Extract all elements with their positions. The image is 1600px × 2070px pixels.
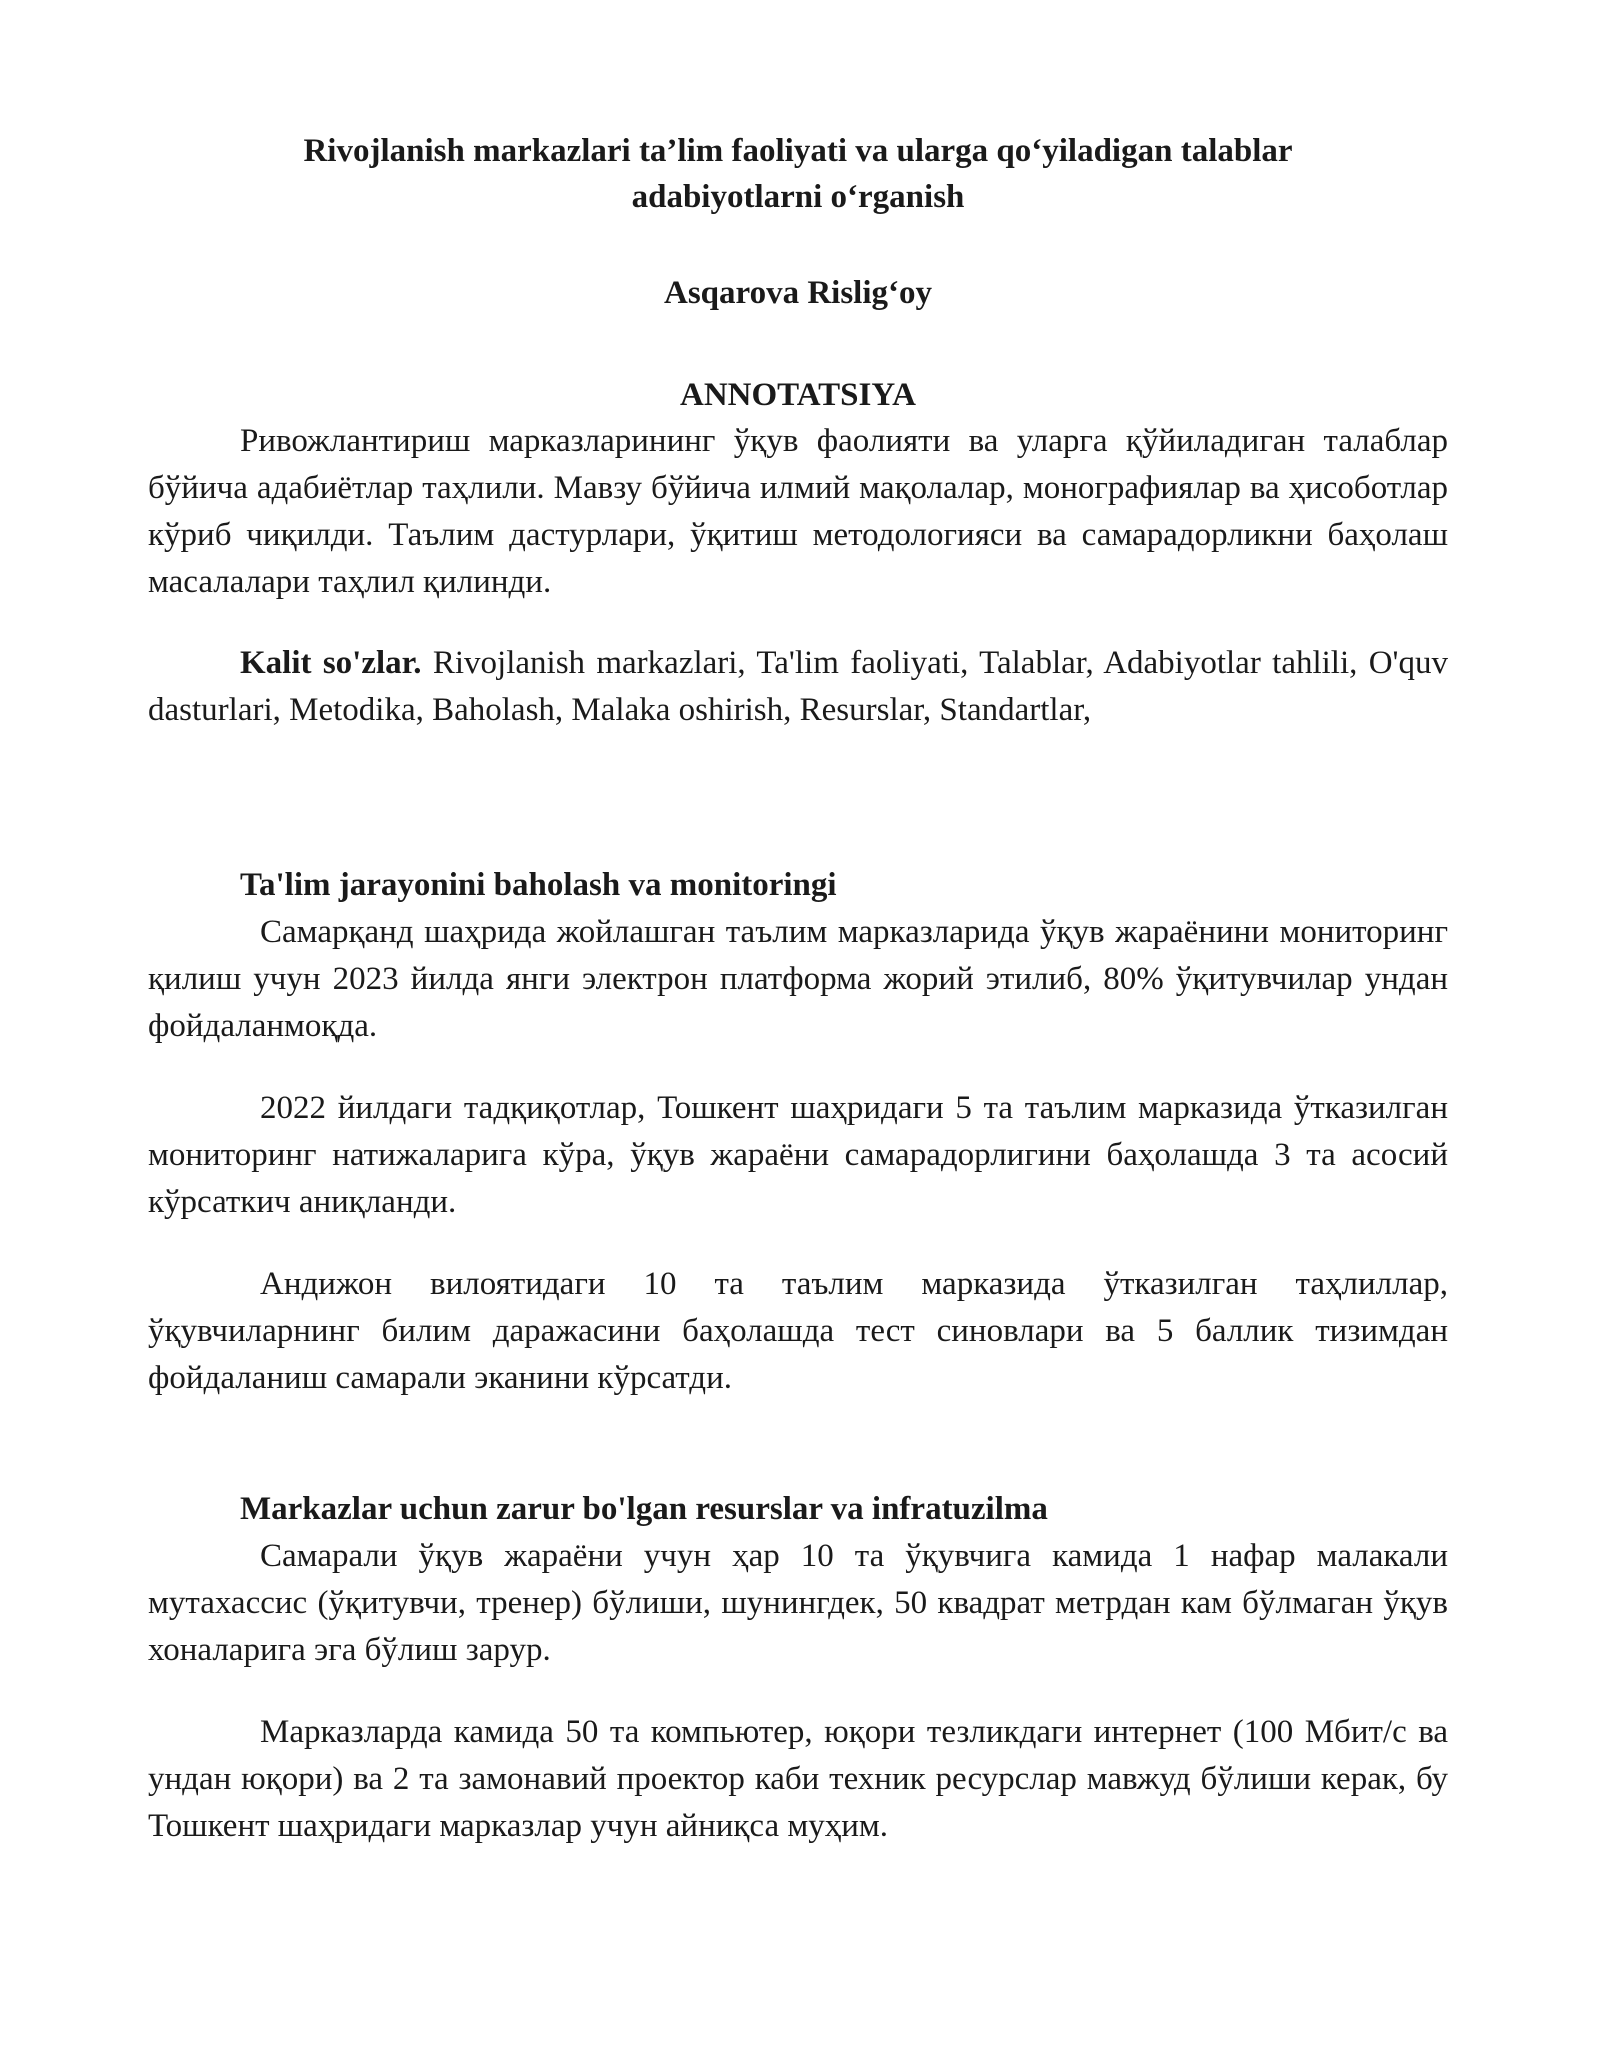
annotation-heading: ANNOTATSIYA <box>680 377 916 413</box>
section-heading-resources: Markazlar uchun zarur bo'lgan resurslar va infratuzilma <box>240 1491 1048 1527</box>
section1-paragraph-3: Андижон вилоятидаги 10 та таълим марказида ўтказилган таҳлиллар, ўқувчиларнинг билим даражасини баҳолашда тест синовлари ва 5 баллик тизимдан фойдаланиш самарали эканини кўрсатди. <box>148 1266 1448 1396</box>
title-line-1: Rivojlanish markazlari ta’lim faoliyati va ularga qo‘yiladigan talablar <box>303 133 1293 169</box>
title-line-2: adabiyotlarni o‘rganish <box>631 179 965 215</box>
section2-paragraph-1: Самарали ўқув жараёни учун ҳар 10 та ўқувчига камида 1 нафар малакали мутахассис (ўқитувчи, тренер) бўлиши, шунингдек, 50 квадрат метрдан кам бўлмаган ўқув хоналарига эга бўлиш зарур. <box>148 1538 1448 1668</box>
annotation-body: Ривожлантириш марказларининг ўқув фаолияти ва уларга қўйиладиган талаблар бўйича адабиётлар таҳлили. Мавзу бўйича илмий мақолалар, монографиялар ва ҳисоботлар кўриб чиқилди. Таълим дастурлари, ўқитиш методологияси ва самарадорликни баҳолаш масалалари таҳлил қилинди. <box>148 423 1448 600</box>
document-title <box>148 128 1448 220</box>
section1-paragraph-1: Самарқанд шаҳрида жойлашган таълим марказларида ўқув жараёнини мониторинг қилиш учун 2023 йилда янги электрон платформа жорий этилиб, 80% ўқитувчилар ундан фойдаланмоқда. <box>148 914 1448 1044</box>
keywords-text: Rivojlanish markazlari, Ta'lim faoliyati, Talablar, Adabiyotlar tahlili, O'quv dasturlari, Metodika, Baholash, Malaka oshirish, Resurslar, Standartlar, <box>148 645 1448 728</box>
document-page <box>148 128 1448 1850</box>
keywords-label: Kalit so'zlar. <box>240 645 422 681</box>
section2-paragraph-2: Марказларда камида 50 та компьютер, юқори тезликдаги интернет (100 Мбит/с ва ундан юқори) ва 2 та замонавий проектор каби техник ресурслар мавжуд бўлиши керак, бу Тошкент шаҳридаги марказлар учун айниқса муҳим. <box>148 1714 1448 1844</box>
author-name: Asqarova Rislig‘oy <box>664 275 932 311</box>
section1-paragraph-2: 2022 йилдаги тадқиқотлар, Тошкент шаҳридаги 5 та таълим марказида ўтказилган мониторинг натижаларига кўра, ўқув жараёни самарадорлигини баҳолашда 3 та асосий кўрсаткич аниқланди. <box>148 1090 1448 1220</box>
section-heading-monitoring: Ta'lim jarayonini baholash va monitoringi <box>240 867 837 903</box>
keywords-paragraph <box>148 640 1448 734</box>
